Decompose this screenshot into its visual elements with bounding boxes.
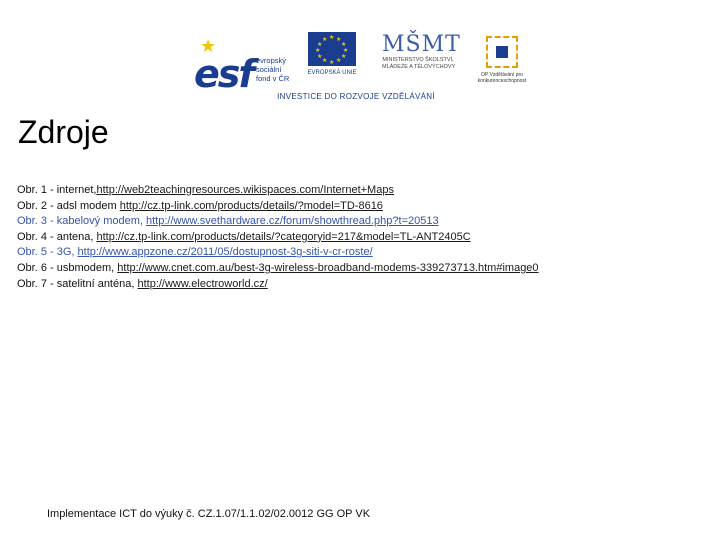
esf-logo-text: evropský sociální fond v ČR xyxy=(256,56,290,83)
reference-item: Obr. 1 - internet,http://web2teachingresources.wikispaces.com/Internet+Maps xyxy=(17,184,394,196)
reference-link[interactable]: http://www.svethardware.cz/forum/showthread.php?t=20513 xyxy=(146,215,439,228)
reference-link[interactable]: http://cz.tp-link.com/products/details/?model=TD-8616 xyxy=(119,199,383,212)
page-title: Zdroje xyxy=(18,114,109,150)
reference-link[interactable]: http://www.appzone.cz/2011/05/dostupnost-3g-siti-v-cr-roste/ xyxy=(77,246,373,259)
reference-link[interactable]: http://web2teachingresources.wikispaces.com/Internet+Maps xyxy=(96,184,394,196)
eu-logo xyxy=(304,32,360,92)
reference-item: Obr. 3 - kabelový modem, http://www.svethardware.cz/forum/showthread.php?t=20513 xyxy=(17,215,439,228)
reference-item: Obr. 6 - usbmodem, http://www.cnet.com.au/best-3g-wireless-broadband-modems-339273713.htm#image0 xyxy=(17,261,539,274)
msmt-caption-1: MINISTERSTVO ŠKOLSTVÍ, xyxy=(382,57,454,63)
msmt-caption-2: MLÁDEŽE A TĚLOVÝCHOVY xyxy=(382,64,456,70)
esf-logo-letters: esf xyxy=(194,52,253,96)
reference-item: Obr. 2 - adsl modem http://cz.tp-link.com/products/details/?model=TD-8616 xyxy=(17,199,383,212)
op-logo xyxy=(472,36,532,96)
logo-bar xyxy=(186,22,536,106)
star-icon: ★ xyxy=(200,36,217,56)
footer-text: Implementace ICT do výuky č. CZ.1.07/1.1.02/02.0012 GG OP VK xyxy=(47,508,371,520)
msmt-logo xyxy=(382,32,461,94)
reference-item: Obr. 5 - 3G, http://www.appzone.cz/2011/05/dostupnost-3g-siti-v-cr-roste/ xyxy=(17,246,373,259)
reference-item: Obr. 4 - antena, http://cz.tp-link.com/products/details/?categoryid=217&model=TL-ANT2405C xyxy=(17,230,471,243)
reference-item: Obr. 7 - satelitní anténa, http://www.electroworld.cz/ xyxy=(17,277,268,290)
msmt-logo-letters: MŠMT xyxy=(382,32,461,57)
reference-list xyxy=(17,183,707,292)
op-logo-icon xyxy=(486,36,518,68)
eu-caption: EVROPSKÁ UNIE xyxy=(307,70,357,76)
logo-tagline: INVESTICE DO ROZVOJE VZDĚLÁVÁNÍ xyxy=(277,92,435,101)
reference-link[interactable]: http://www.cnet.com.au/best-3g-wireless-broadband-modems-339273713.htm#image0 xyxy=(117,261,539,274)
reference-link[interactable]: http://www.electroworld.cz/ xyxy=(137,277,268,290)
eu-flag-icon: ★ ★ ★ ★ ★ ★ ★ ★ ★ ★ ★ ★ xyxy=(308,32,356,66)
reference-link[interactable]: http://cz.tp-link.com/products/details/?categoryid=217&model=TL-ANT2405C xyxy=(96,230,471,243)
op-caption: OP Vzdělávání pro konkurenceschopnost xyxy=(477,72,527,84)
